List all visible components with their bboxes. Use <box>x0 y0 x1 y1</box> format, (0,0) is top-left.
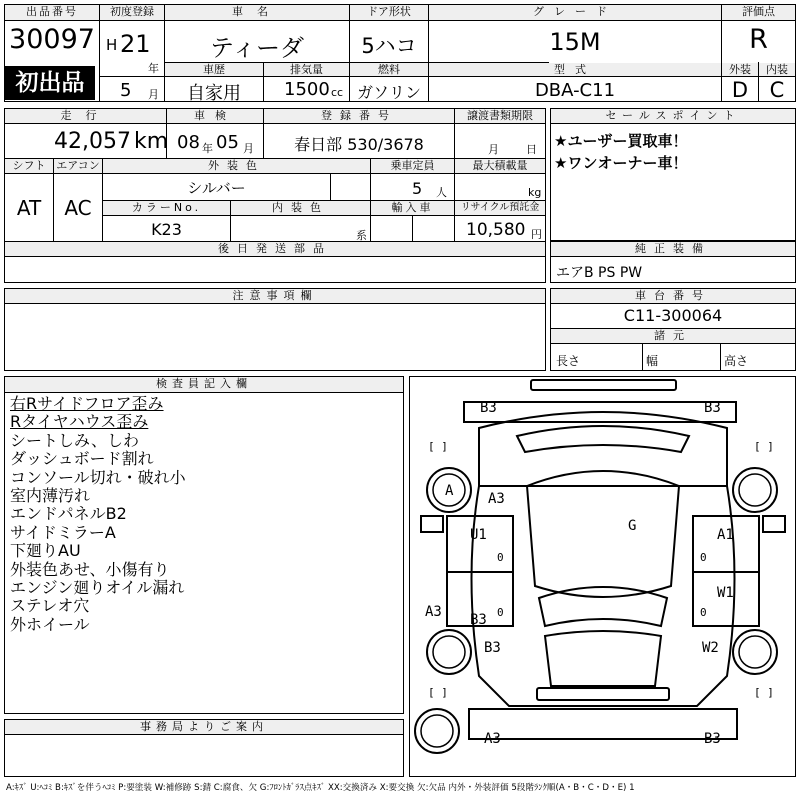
mark-bracket-right: [ ] <box>754 686 774 699</box>
note-line: 外ホイール <box>10 614 90 634</box>
reg-month: 5 <box>120 80 132 101</box>
grade-label: グレード <box>429 5 721 21</box>
door-label: ドア形状 <box>350 5 428 21</box>
width-label: 幅 <box>646 354 659 368</box>
history-label: 車歴 <box>165 63 263 77</box>
sales-point: ★ユーザー買取車！ <box>554 132 688 150</box>
note-line: エンドパネルB2 <box>10 504 127 524</box>
maxload-unit: kg <box>528 186 542 199</box>
mark-zero: 0 <box>700 551 707 564</box>
transfer-month-unit: 月 <box>488 143 499 156</box>
reg-year-unit: 年 <box>148 62 159 75</box>
model-label: 型式 <box>429 63 721 77</box>
mark-zero: 0 <box>497 551 504 564</box>
height-label: 高さ <box>724 354 749 368</box>
chassis-number: C11-300064 <box>623 306 723 325</box>
mark-roof: G <box>628 518 637 534</box>
chassis-label: 車台番号 <box>551 289 795 304</box>
mileage-unit: km <box>134 129 169 154</box>
inspection-month-unit: 月 <box>243 142 254 155</box>
note-line: 室内薄汚れ <box>10 486 91 506</box>
note-line: エンジン廻りオイル漏れ <box>10 578 185 598</box>
recycle-fee: 10,580 <box>466 220 526 240</box>
note-line: ステレオ穴 <box>10 596 90 616</box>
mark-left-rear-fender: B3 <box>484 640 501 656</box>
caution-label: 注意事項欄 <box>5 289 545 304</box>
plate-label: 登録番号 <box>264 109 454 124</box>
mark-hood: A3 <box>488 491 505 507</box>
transfer-day-unit: 日 <box>526 143 537 156</box>
exterior-color: シルバー <box>187 179 246 197</box>
mark-front-right: B3 <box>704 400 721 416</box>
sales-point: ★ワンオーナー車！ <box>554 154 688 172</box>
ac: AC <box>64 196 92 220</box>
grade: 15M <box>549 28 601 56</box>
displacement: 1500 <box>284 79 330 100</box>
reg-era: H <box>106 36 118 54</box>
interior-color-label: 内装色 <box>231 201 370 216</box>
mark-zero: 0 <box>700 606 707 619</box>
note-line: 外装色あせ、小傷有り <box>10 559 170 579</box>
mark-left-rear-door: B3 <box>470 612 487 628</box>
lot-number-label: 出品番号 <box>5 5 99 21</box>
mark-right-rear-fender: W2 <box>702 640 719 656</box>
model-code: DBA-C11 <box>534 80 616 101</box>
colorno-label: カラーNo. <box>103 201 230 216</box>
car-name-label: 車名 <box>165 5 349 21</box>
inspection-label: 車検 <box>167 109 263 124</box>
mileage-label: 走行 <box>5 109 166 124</box>
mark-right-rear-door: W1 <box>717 585 734 601</box>
color-number: K23 <box>151 220 182 239</box>
reg-year: 21 <box>120 30 151 58</box>
fuel-label: 燃料 <box>350 63 428 77</box>
mark-rear-left: A3 <box>484 731 501 747</box>
office-label: 事務局よりご案内 <box>5 720 403 735</box>
later-parts-label: 後日発送部品 <box>5 242 545 257</box>
inspector-notes <box>10 395 186 634</box>
reg-month-unit: 月 <box>148 88 159 101</box>
recycle-unit: 円 <box>531 228 542 241</box>
score: R <box>749 24 768 55</box>
exterior-label: 外装 <box>722 63 758 77</box>
mark-rear-right: B3 <box>704 731 721 747</box>
score-label: 評価点 <box>722 5 795 21</box>
plate-number: 春日部 530/3678 <box>294 135 424 154</box>
interior-score: C <box>769 78 785 102</box>
door-shape: 5ハコ <box>361 34 417 58</box>
first-reg-label: 初度登録 <box>100 5 164 21</box>
note-line: 下廻りAU <box>10 541 81 561</box>
displacement-unit: cc <box>331 86 344 99</box>
car-diagram <box>409 376 796 777</box>
sales-points-box <box>550 108 796 241</box>
inspection-month: 05 <box>216 132 239 153</box>
mark-zero: 0 <box>497 606 504 619</box>
interior-label: 内装 <box>759 63 795 77</box>
inspection-year: 08 <box>177 132 200 153</box>
maxload-label: 最大積載量 <box>455 159 545 174</box>
mark-left-rear-quarter: A3 <box>425 604 442 620</box>
note-line: シートしみ、しわ <box>10 430 139 450</box>
mark-front-left: B3 <box>480 400 497 416</box>
history: 自家用 <box>187 83 241 104</box>
inspection-year-unit: 年 <box>202 142 213 155</box>
exterior-score: D <box>731 78 749 102</box>
capacity-label: 乗車定員 <box>371 159 454 174</box>
equipment-value: エアB PS PW <box>556 265 643 281</box>
equipment-label: 純正装備 <box>551 242 795 257</box>
mileage: 42,057 <box>54 129 131 154</box>
recycle-label: リサイクル預託金 <box>455 201 545 216</box>
mark-left-front-door: U1 <box>470 527 487 543</box>
fuel: ガソリン <box>356 83 421 102</box>
inspector-label: 検査員記入欄 <box>5 377 403 393</box>
car-name: ティーダ <box>209 34 305 62</box>
mark-tire-front-left: A <box>445 483 454 499</box>
shift-label: シフト <box>5 159 53 174</box>
shift: AT <box>16 196 42 220</box>
mark-bracket-right: [ ] <box>754 440 774 453</box>
interior-color-unit: 系 <box>356 229 367 242</box>
mark-bracket-left: [ ] <box>428 686 448 699</box>
capacity-unit: 人 <box>436 186 447 199</box>
first-listing-badge: 初出品 <box>5 66 95 100</box>
transfer-doc-label: 譲渡書類期限 <box>455 109 545 124</box>
length-label: 長さ <box>556 354 581 368</box>
dims-label: 諸元 <box>551 329 795 344</box>
mark-bracket-left: [ ] <box>428 440 448 453</box>
sales-points-label: セールスポイント <box>551 109 795 124</box>
color-label: 外装色 <box>103 159 370 174</box>
note-line: 右Rサイドフロア歪み <box>10 394 164 413</box>
note-line: コンソール切れ・破れ小 <box>10 467 186 487</box>
mark-right-front-door: A1 <box>717 527 734 543</box>
import-label: 輸入車 <box>371 201 454 216</box>
legend-footer: A:ｷｽﾞ U:ﾍｺﾐ B:ｷｽﾞを伴うﾍｺﾐ P:要塗装 W:補修跡 S:錆 C:腐食、欠 G:ﾌﾛﾝﾄｶﾞﾗｽ点ｷｽﾞ XX:交換済み X:要交換 欠:欠品 内外・外装評価 5段階ﾗﾝｸ順(A・B・C・D・E) 1 <box>6 783 635 793</box>
lot-number: 30097 <box>9 24 95 55</box>
capacity: 5 <box>412 179 423 198</box>
displacement-label: 排気量 <box>264 63 349 77</box>
note-line: サイドミラーA <box>10 522 116 542</box>
ac-label: エアコン <box>54 159 102 174</box>
note-line: ダッシュボード割れ <box>10 449 154 469</box>
note-line: Rタイヤハウス歪み <box>10 412 149 432</box>
